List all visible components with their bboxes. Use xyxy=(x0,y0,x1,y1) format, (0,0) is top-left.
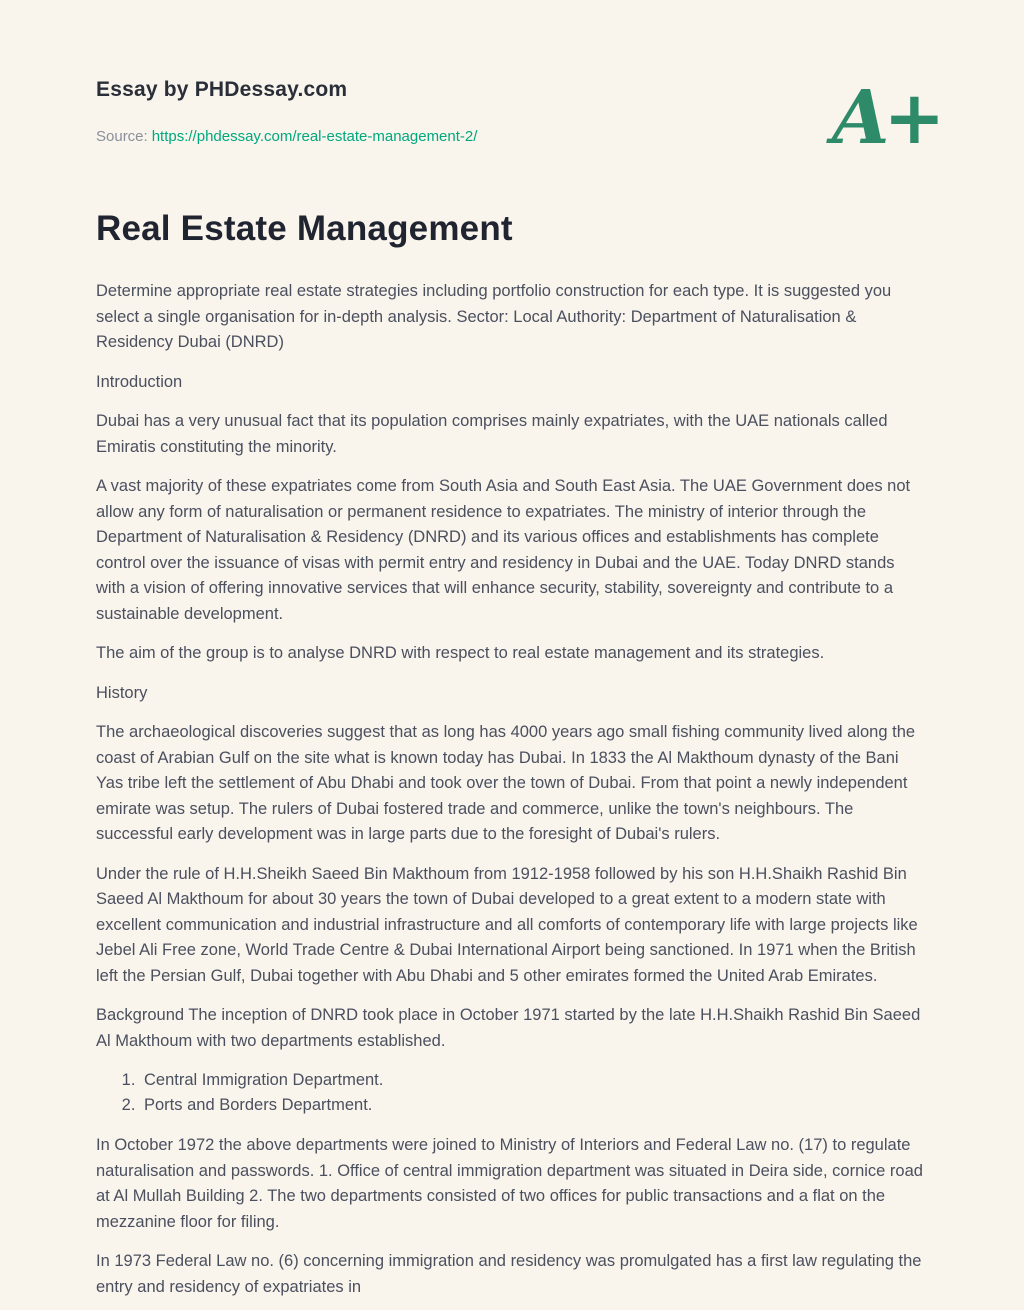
paragraph: History xyxy=(96,683,148,702)
ordered-list xyxy=(96,1068,896,1117)
paragraph: The aim of the group is to analyse DNRD with respect to real estate management and its strategies. xyxy=(96,644,825,662)
source-label: Source: xyxy=(96,128,148,145)
phdessay-logo-icon xyxy=(832,68,942,168)
paragraph: Background The inception of DNRD took place in October 1971 started by the late H.H.Shaikh Rashid Bin Saeed Al Makthoum with two departments established. xyxy=(96,1006,921,1050)
paragraph: Introduction xyxy=(96,372,183,391)
paragraph: Under the rule of H.H.Sheikh Saeed Bin Makthoum from 1912-1958 followed by his son H.H.Shaikh Rashid Bin Saeed Al Makthoum for about 30 years the town of Dubai developed to a great extent to a modern state with excellent communication and industrial infrastructure and all comforts of contemporary life with large projects like Jebel Ali Free zone, World Trade Centre & Dubai International Airport being sanctioned. In 1971 when the British left the Persian Gulf, Dubai together with Abu Dhabi and 5 other emirates formed the United Arab Emirates. xyxy=(96,864,918,985)
article-body xyxy=(96,279,928,1300)
paragraph: Determine appropriate real estate strategies including portfolio construction for each type. It is suggested you select a single organisation for in-depth analysis. Sector: Local Authority: Department of Naturalisation & Residency Dubai (DNRD) xyxy=(96,282,892,351)
list-item: 2. Ports and Borders Department. xyxy=(140,1093,896,1118)
paragraph: Dubai has a very unusual fact that its population comprises mainly expatriates, with the UAE nationals called Emiratis constituting the minority. xyxy=(96,412,888,456)
source-link[interactable]: https://phdessay.com/real-estate-management-2/ xyxy=(151,128,478,145)
site-brand: Essay by PHDessay.com xyxy=(96,78,348,101)
phdessay-logo-text: A+ xyxy=(832,75,940,161)
page-title: Real Estate Management xyxy=(96,209,513,248)
page-header xyxy=(96,75,940,161)
paragraph: The archaeological discoveries suggest that as long has 4000 years ago small fishing community lived along the coast of Arabian Gulf on the site what is known today has Dubai. In 1833 the Al Makthoum dynasty of the Bani Yas tribe left the settlement of Abu Dhabi and took over the town of Dubai. From that point a newly independent emirate was setup. The rulers of Dubai fostered trade and commerce, unlike the town's neighbours. The successful early development was in large parts due to the foresight of Dubai's rulers. xyxy=(96,723,916,843)
source-line xyxy=(96,128,928,145)
paragraph: In 1973 Federal Law no. (6) concerning immigration and residency was promulgated has a first law regulating the entry and residency of expatriates in xyxy=(96,1252,922,1296)
paragraph: In October 1972 the above departments were joined to Ministry of Interiors and Federal Law no. (17) to regulate naturalisation and passwords. 1. Office of central immigration department was situated in Deira side, cornice road at Al Mullah Building 2. The two departments consisted of two offices for public transactions and a flat on the mezzanine floor for filing. xyxy=(96,1136,923,1231)
paragraph: A vast majority of these expatriates come from South Asia and South East Asia. The UAE Government does not allow any form of naturalisation or permanent residence to expatriates. The ministry of interior through the Department of Naturalisation & Residency (DNRD) and its various offices and establishments has complete control over the issuance of visas with permit entry and residency in Dubai and the UAE. Today DNRD stands with a vision of offering innovative services that will enhance security, stability, sovereignty and contribute to a sustainable development. xyxy=(96,477,911,623)
list-item: 1. Central Immigration Department. xyxy=(140,1068,896,1093)
